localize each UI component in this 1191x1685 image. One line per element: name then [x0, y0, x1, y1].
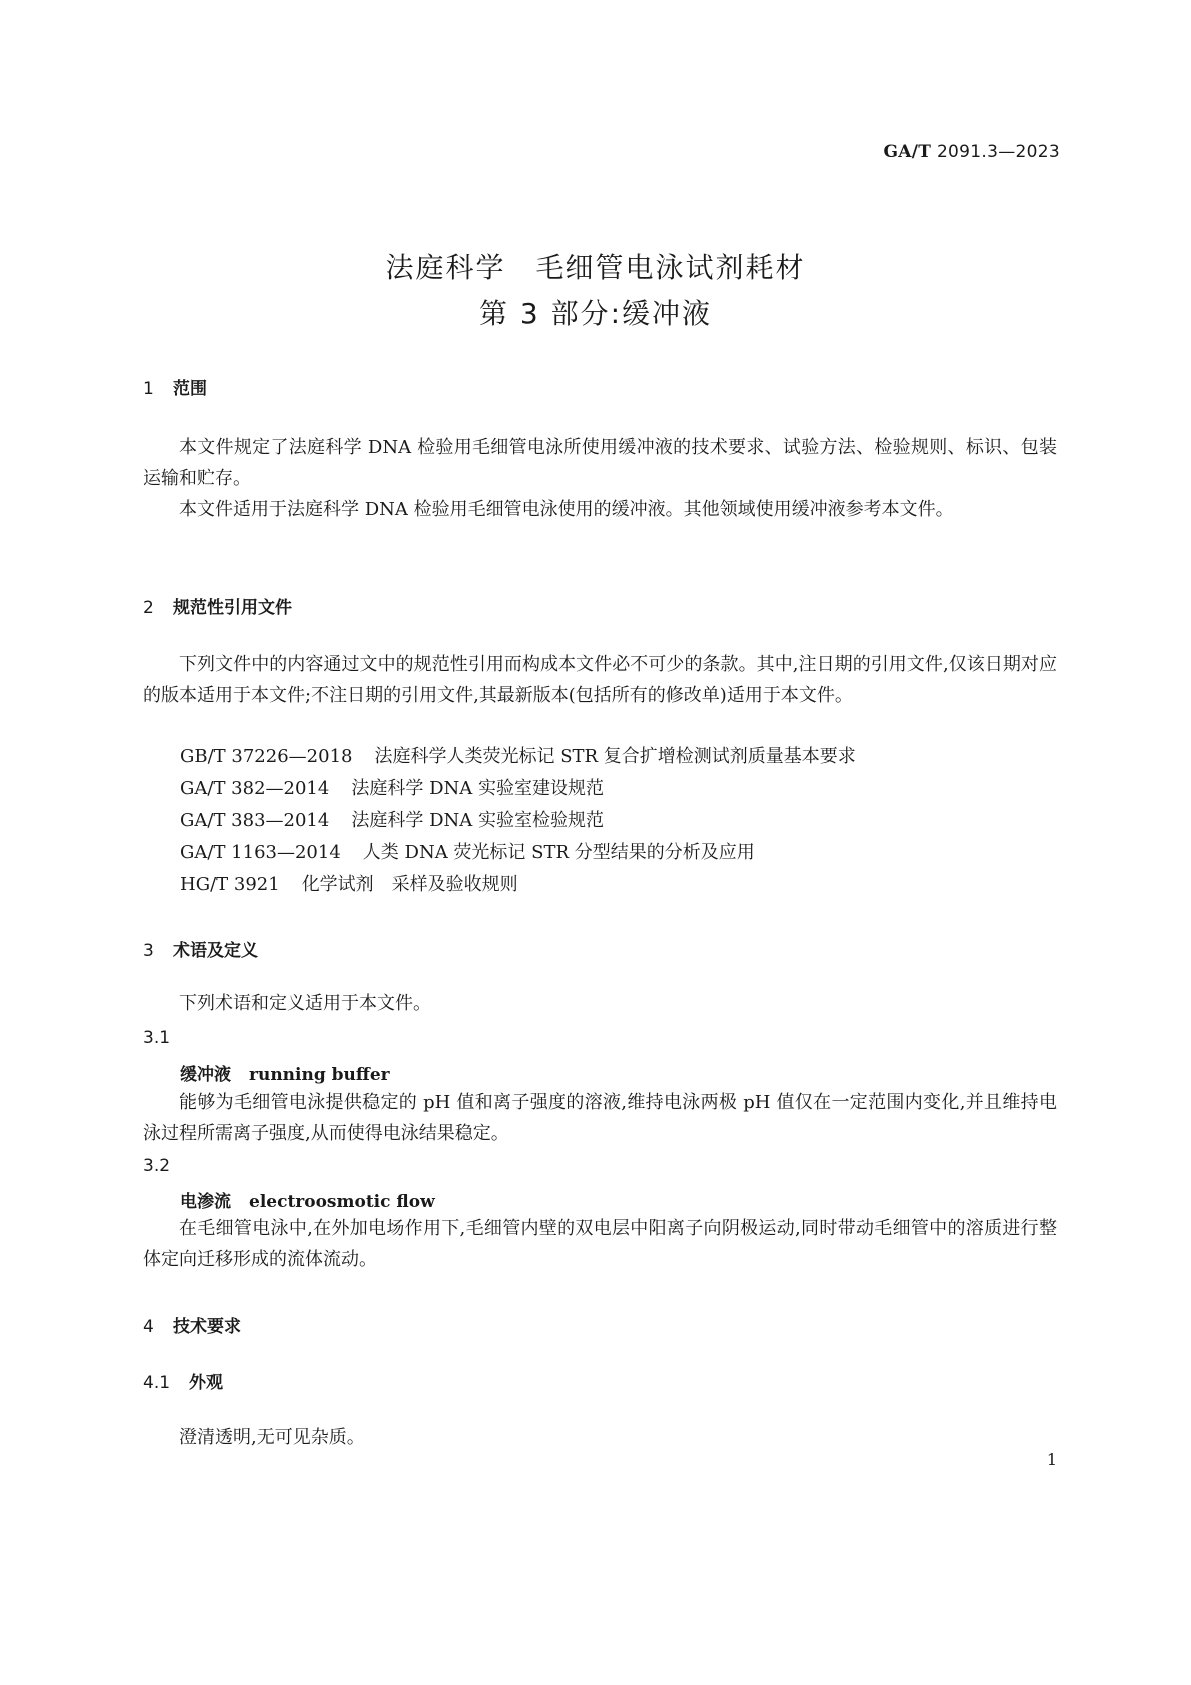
reference-item — [180, 806, 604, 832]
reference-code: GA/T 1163—2014 — [180, 842, 341, 863]
section-number: 3 — [143, 941, 154, 961]
reference-title: 人类 DNA 荧光标记 STR 分型结果的分析及应用 — [362, 842, 755, 863]
section-heading-scope — [143, 374, 207, 399]
terms-intro-paragraph: 下列术语和定义适用于本文件。 — [179, 993, 431, 1014]
section-heading-technical-requirements — [143, 1312, 241, 1337]
reference-code: HG/T 3921 — [180, 874, 280, 895]
section-title: 范围 — [173, 379, 207, 399]
section-title: 术语及定义 — [173, 941, 258, 961]
scope-paragraph-1: 本文件规定了法庭科学 DNA 检验用毛细管电泳所使用缓冲液的技术要求、试验方法、检验规则、标识、包装运输和贮存。 — [143, 437, 1057, 489]
reference-title: 法庭科学 DNA 实验室建设规范 — [351, 778, 604, 799]
appearance-paragraph: 澄清透明,无可见杂质。 — [179, 1427, 365, 1448]
term-chinese: 缓冲液 — [180, 1065, 231, 1085]
reference-item — [180, 838, 755, 864]
term-chinese: 电渗流 — [180, 1192, 231, 1212]
section-number: 4 — [143, 1317, 154, 1337]
term-heading — [180, 1187, 435, 1212]
term-number: 3.2 — [143, 1156, 171, 1176]
standard-number — [883, 142, 1060, 162]
term-number: 3.1 — [143, 1028, 171, 1048]
term-definition: 在毛细管电泳中,在外加电场作用下,毛细管内壁的双电层中阳离子向阴极运动,同时带动毛细管中的溶质进行整体定向迁移形成的流体流动。 — [143, 1218, 1057, 1270]
reference-code: GB/T 37226—2018 — [180, 746, 353, 767]
section-number: 2 — [143, 598, 154, 618]
reference-title: 法庭科学人类荧光标记 STR 复合扩增检测试剂质量基本要求 — [374, 746, 856, 767]
section-title: 技术要求 — [173, 1317, 241, 1337]
page-number: 1 — [1046, 1450, 1057, 1469]
subsection-number: 4.1 — [143, 1373, 171, 1393]
term-heading — [180, 1060, 390, 1085]
reference-code: GA/T 382—2014 — [180, 778, 330, 799]
references-intro-paragraph: 下列文件中的内容通过文中的规范性引用而构成本文件必不可少的条款。其中,注日期的引用文件,仅该日期对应的版本适用于本文件;不注日期的引用文件,其最新版本(包括所有的修改单)适用于本文件。 — [143, 654, 1057, 706]
term-definition: 能够为毛细管电泳提供稳定的 pH 值和离子强度的溶液,维持电泳两极 pH 值仅在一定范围内变化,并且维持电泳过程所需离子强度,从而使得电泳结果稳定。 — [143, 1092, 1057, 1144]
term-english: electroosmotic flow — [249, 1192, 435, 1212]
section-heading-terms — [143, 936, 258, 961]
section-number: 1 — [143, 379, 154, 399]
document-subtitle: 第 3 部分:缓冲液 — [478, 297, 713, 330]
reference-title: 化学试剂 采样及验收规则 — [301, 874, 518, 895]
reference-code: GA/T 383—2014 — [180, 810, 330, 831]
reference-item — [180, 742, 856, 768]
reference-title: 法庭科学 DNA 实验室检验规范 — [351, 810, 604, 831]
document-title: 法庭科学 毛细管电泳试剂耗材 — [385, 251, 806, 284]
standard-code: 2091.3—2023 — [936, 142, 1060, 162]
section-title: 规范性引用文件 — [173, 598, 292, 618]
subsection-heading-appearance — [143, 1368, 223, 1393]
scope-paragraph-2: 本文件适用于法庭科学 DNA 检验用毛细管电泳使用的缓冲液。其他领域使用缓冲液参考本文件。 — [179, 499, 954, 520]
reference-item — [180, 774, 604, 800]
section-heading-normative-references — [143, 593, 292, 618]
reference-item — [180, 870, 518, 896]
subsection-title: 外观 — [189, 1373, 223, 1393]
standard-prefix: GA/T — [883, 142, 932, 162]
term-english: running buffer — [249, 1065, 390, 1085]
